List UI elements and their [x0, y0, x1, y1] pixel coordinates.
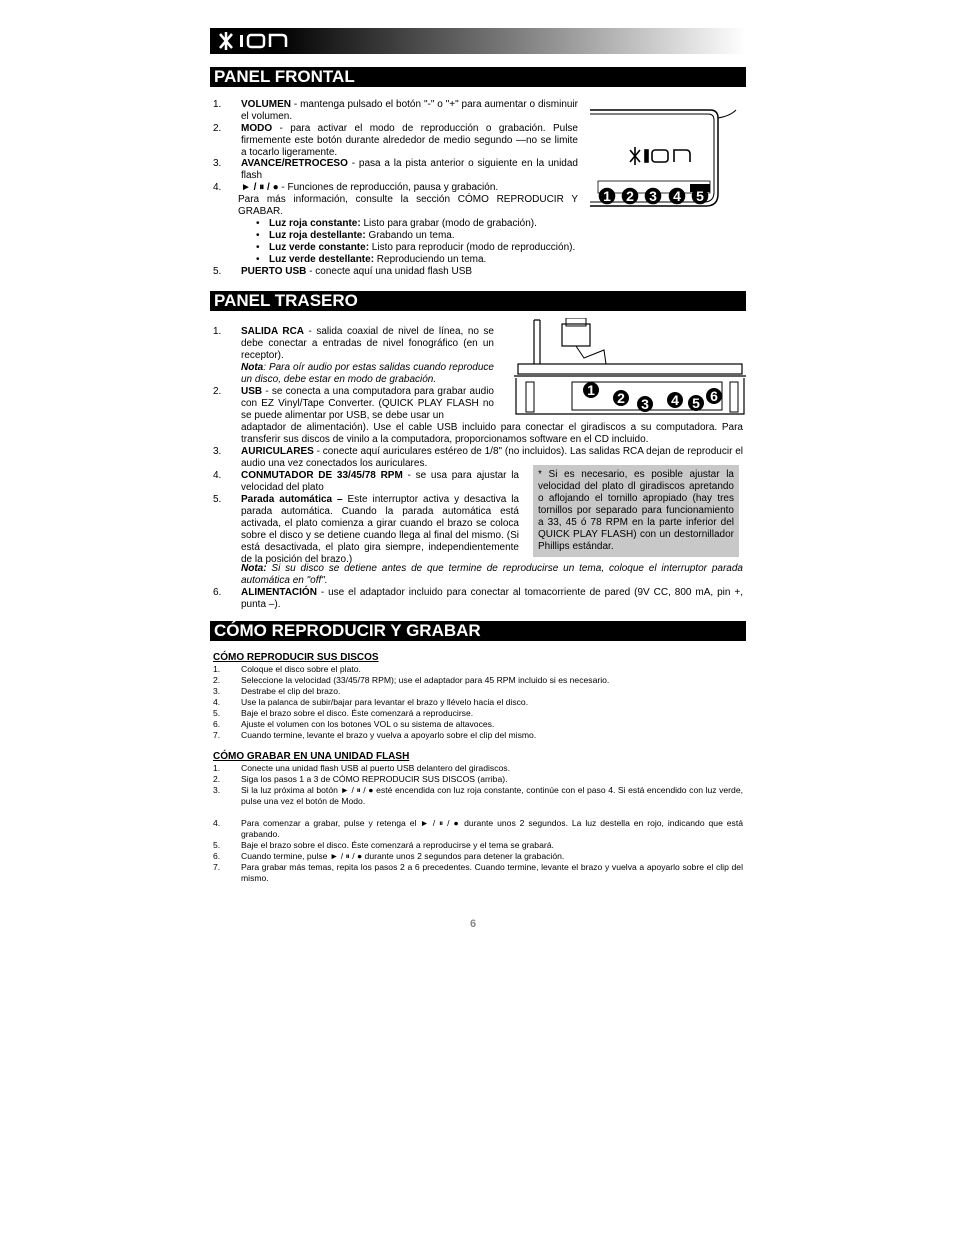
callout-1: 1 — [587, 382, 595, 398]
list-number: 4. — [213, 470, 222, 481]
list-number: 2. — [213, 123, 222, 134]
callout-4: 4 — [673, 188, 681, 204]
bullet-dot: • — [256, 242, 260, 253]
list-item: ► / ⏸ / ● - Funciones de reproducción, pausa y grabación. — [241, 182, 499, 193]
list-number: 3. — [213, 158, 222, 169]
list-item: Baje el brazo sobre el disco. Éste comenzará a reproducirse. — [241, 708, 474, 718]
bullet-item: Luz verde constante: Listo para reproducir (modo de reproducción). — [269, 242, 576, 253]
list-item: Baje el brazo sobre el disco. Éste comenzará a reproducirse y el tema se grabará. — [241, 840, 554, 850]
list-number: 6. — [213, 587, 222, 598]
subheading-reproducir: CÓMO REPRODUCIR SUS DISCOS — [213, 652, 379, 663]
list-item: PUERTO USB - conecte aquí una unidad flash USB — [241, 266, 473, 277]
callout-3: 3 — [641, 396, 649, 412]
callout-6: 6 — [710, 388, 718, 404]
list-item: Cuando termine, levante el brazo y vuelva a apoyarlo sobre el clip del mismo. — [241, 730, 537, 740]
list-number: 1. — [213, 99, 222, 110]
list-item: MODO - para activar el modo de reproducción o grabación. Pulse firmemente este botón durante alrededor de medio segundo —no se limite a tocarlo ligeramente. — [241, 123, 578, 158]
list-number: 3. — [213, 446, 222, 457]
bullet-item: Luz verde destellante: Reproduciendo un tema. — [269, 254, 487, 265]
section-title-panel-frontal: PANEL FRONTAL — [210, 67, 746, 87]
list-number: 5. — [213, 494, 222, 505]
list-number: 2. — [213, 386, 222, 397]
list-item: Siga los pasos 1 a 3 de CÓMO REPRODUCIR SUS DISCOS (arriba). — [241, 774, 508, 784]
list-item-continuation: Para más información, consulte la sección CÓMO REPRODUCIR Y GRABAR. — [238, 194, 578, 217]
bullet-dot: • — [256, 230, 260, 241]
list-item: Si la luz próxima al botón ► / ⏸ / ● esté encendida con luz roja constante, continúe con el paso 4. Si está encendido con luz verde, pulse una vez el botón de Modo. — [241, 785, 743, 806]
list-item: AVANCE/RETROCESO - pasa a la pista anterior o siguiente en la unidad flash — [241, 158, 578, 181]
list-item-note: Nota: Si su disco se detiene antes de que termine de reproducirse un tema, coloque el interruptor parada automática en "off". — [241, 563, 743, 586]
page-number: 6 — [470, 918, 477, 930]
subheading-grabar: CÓMO GRABAR EN UNA UNIDAD FLASH — [213, 751, 410, 762]
list-number: 1. — [213, 326, 222, 337]
section-title-como-reproducir-y-grabar: CÓMO REPRODUCIR Y GRABAR — [210, 621, 746, 641]
list-item: Ajuste el volumen con los botones VOL o su sistema de altavoces. — [241, 719, 495, 729]
list-item-continuation: adaptador de alimentación). Use el cable USB incluido para conectar el giradiscos a su computadora. Para transferir sus discos de vinilo a la computadora, proporcionamos software en el CD incluido. — [241, 422, 743, 445]
ion-logo — [216, 31, 296, 51]
list-item: Use la palanca de subir/bajar para levantar el brazo y llévelo hacia el disco. — [241, 697, 529, 707]
bullet-item: Luz roja destellante: Grabando un tema. — [269, 230, 455, 241]
list-number: 4. — [213, 182, 222, 193]
callout-4: 4 — [671, 392, 679, 408]
list-item: Para comenzar a grabar, pulse y retenga el ► / ⏸ / ● durante unos 2 segundos. La luz destella en rojo, indicando que está grabando. — [241, 818, 743, 839]
callout-5: 5 — [692, 395, 700, 411]
speed-adjust-note-box: * Si es necesario, es posible ajustar la velocidad del plato dl giradiscos apretando o aflojando el tornillo apropiado (hay tres tornillos por separado para funcionamiento a 33, 45 ó 78 RPM en la parte inferior del QUICK PLAY FLASH) con un destornillador Phillips estándar. — [533, 465, 739, 557]
front-panel-diagram — [590, 108, 746, 212]
list-item: USB - se conecta a una computadora para grabar audio con EZ Vinyl/Tape Converter. (QUICK PLAY FLASH no se puede alimentar por USB, se debe usar un — [241, 386, 494, 421]
list-item: VOLUMEN - mantenga pulsado el botón "-" o "+" para aumentar o disminuir el volumen. — [241, 99, 578, 122]
bullet-item: Luz roja constante: Listo para grabar (modo de grabación). — [269, 218, 537, 229]
list-item: ALIMENTACIÓN - use el adaptador incluido para conectar al tomacorriente de pared (9V CC, 800 mA, pin +, punta –). — [241, 587, 743, 610]
callout-5: 5 — [696, 188, 704, 204]
list-item: Para grabar más temas, repita los pasos 2 a 6 precedentes. Cuando termine, levante el brazo y vuelva a apoyarlo sobre el clip del mismo. — [241, 862, 743, 883]
callout-2: 2 — [626, 188, 634, 204]
callout-2: 2 — [617, 390, 625, 406]
list-item: Parada automática – Este interruptor activa y desactiva la parada automática. Cuando la parada automática está activada, el plato comienza a girar cuando el brazo se coloca sobre el disco y se detiene cuando llega al final del mismo. (Si está desactivada, el plato gira siempre, independientemente de la posición del brazo.) — [241, 494, 519, 565]
bullet-dot: • — [256, 218, 260, 229]
list-item: CONMUTADOR DE 33/45/78 RPM - se usa para ajustar la velocidad del plato — [241, 470, 519, 493]
list-item: Seleccione la velocidad (33/45/78 RPM); use el adaptador para 45 RPM incluido si es necesario. — [241, 675, 610, 685]
list-item: Coloque el disco sobre el plato. — [241, 664, 361, 674]
list-item: Conecte una unidad flash USB al puerto USB delantero del giradiscos. — [241, 763, 510, 773]
bullet-dot: • — [256, 254, 260, 265]
list-item: SALIDA RCA - salida coaxial de nivel de línea, no se debe conectar a entradas de nivel fonográfico (en un receptor). Nota: Para oír audio por estas salidas cuando reproduce un disco, debe estar en modo de grabación. — [241, 326, 494, 385]
brand-header-bar — [210, 28, 746, 54]
list-item: Destrabe el clip del brazo. — [241, 686, 341, 696]
rear-panel-diagram — [514, 318, 746, 418]
callout-3: 3 — [649, 188, 657, 204]
list-item: Cuando termine, pulse ► / ⏸ / ● durante unos 2 segundos para detener la grabación. — [241, 851, 565, 861]
list-item: AURICULARES - conecte aquí auriculares estéreo de 1/8" (no incluidos). Las salidas RCA dejan de reproducir el audio una vez conectados los auriculares. — [241, 446, 743, 469]
callout-1: 1 — [603, 188, 611, 204]
section-title-panel-trasero: PANEL TRASERO — [210, 291, 746, 311]
list-number: 5. — [213, 266, 222, 277]
